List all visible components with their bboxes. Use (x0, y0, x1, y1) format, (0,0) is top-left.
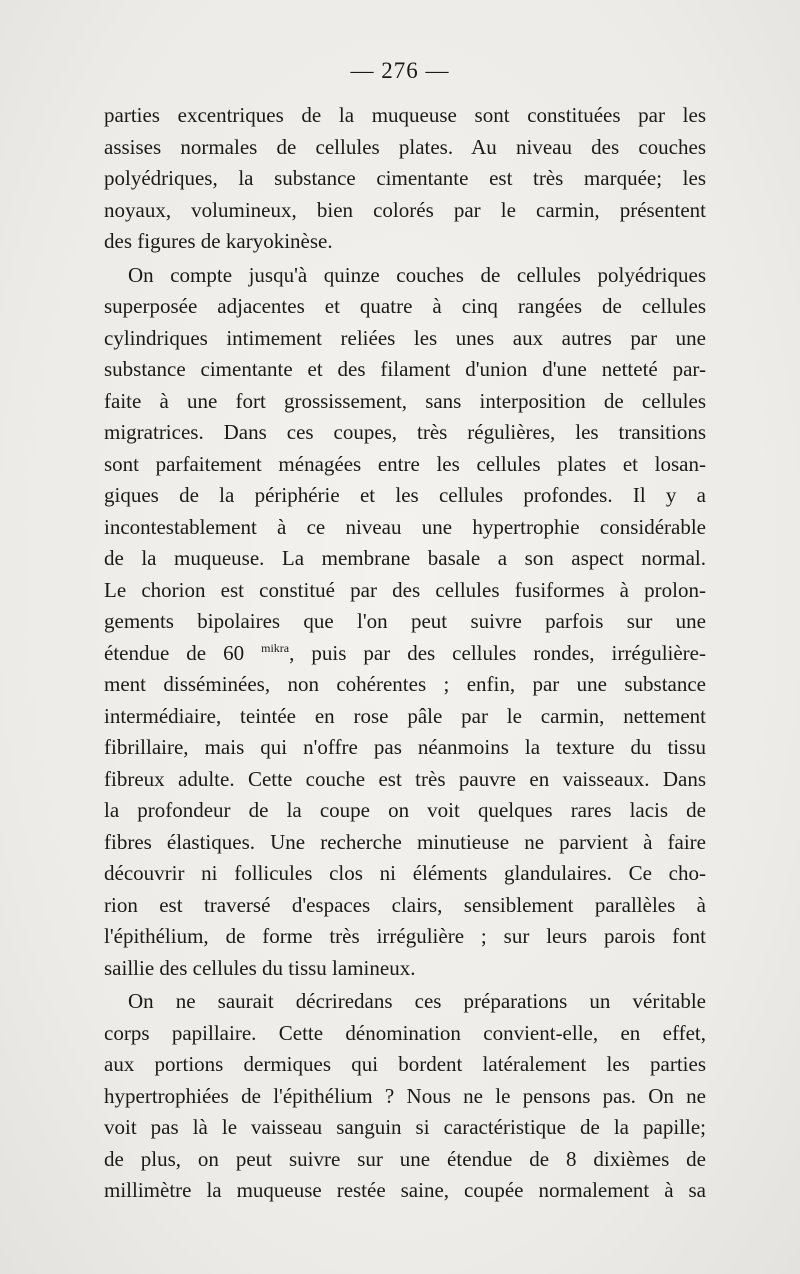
text-line: ment disséminées, non cohérentes ; enfin, par une substance (104, 672, 706, 696)
text-line: hypertrophiées de l'épithélium ? Nous ne le pensons pas. On ne (104, 1083, 706, 1108)
paragraph-2 (104, 260, 706, 985)
line-start: étendue de 60 (104, 640, 262, 665)
body-text (104, 100, 706, 1207)
text-line: de la muqueuse. La membrane basale a son aspect normal. (104, 546, 706, 570)
text-line: corps papillaire. Cette dénomination convient-elle, en effet, (104, 1020, 706, 1045)
text-line: l'épithélium, de forme très irrégulière ; sur leurs parois font (104, 924, 706, 948)
text-line: substance cimentante et des filament d'union d'une netteté par- (104, 357, 706, 381)
text-line: intermédiaire, teintée en rose pâle par le carmin, nettement (104, 703, 706, 728)
text-line: assises normales de cellules plates. Au niveau des couches (104, 134, 706, 159)
text-line: des figures de karyokinèse. (104, 229, 333, 253)
text-line: parties excentriques de la muqueuse sont constituées par les (104, 103, 706, 127)
text-line: giques de la périphérie et les cellules profondes. Il y a (104, 483, 706, 507)
text-line: fibreux adulte. Cette couche est très pauvre en vaisseaux. Dans (104, 766, 706, 791)
text-line: superposée adjacentes et quatre à cinq rangées de cellules (104, 294, 706, 318)
line-end: , puis par des cellules rondes, irrégulière- (289, 640, 706, 665)
text-line: sont parfaitement ménagées entre les cellules plates et losan- (104, 451, 706, 476)
text-line: saillie des cellules du tissu lamineux. (104, 955, 416, 980)
text-line: voit pas là le vaisseau sanguin si caractéristique de la papille; (104, 1115, 706, 1139)
paragraph-3 (104, 986, 706, 1207)
unit-superscript: mikra (261, 640, 290, 655)
text-line: aux portions dermiques qui bordent latéralement les parties (104, 1052, 706, 1076)
text-line: rion est traversé d'espaces clairs, sensiblement parallèles à (104, 892, 706, 917)
text-line: noyaux, volumineux, bien colorés par le carmin, présentent (104, 197, 706, 222)
text-line: millimètre la muqueuse restée saine, coupée normalement à sa (104, 1178, 706, 1202)
text-line: On compte jusqu'à quinze couches de cellules polyédriques (128, 262, 706, 287)
text-line: la profondeur de la coupe on voit quelques rares lacis de (104, 798, 706, 822)
text-line: incontestablement à ce niveau une hypertrophie considérable (104, 514, 706, 539)
text-line: fibres élastiques. Une recherche minutieuse ne parvient à faire (104, 829, 706, 854)
text-line: polyédriques, la substance cimentante est très marquée; les (104, 166, 706, 190)
page-number: — 276 — (350, 58, 450, 83)
paragraph-1 (104, 100, 706, 258)
text-line: faite à une fort grossissement, sans interposition de cellules (104, 388, 706, 413)
text-line: de plus, on peut suivre sur une étendue de 8 dixièmes de (104, 1146, 706, 1171)
text-line-superscript (104, 638, 706, 670)
text-line: Le chorion est constitué par des cellules fusiformes à prolon- (104, 577, 706, 602)
text-line: découvrir ni follicules clos ni éléments glandulaires. Ce cho- (104, 861, 706, 885)
text-line: migratrices. Dans ces coupes, très régulières, les transitions (104, 420, 706, 444)
text-line: gements bipolaires que l'on peut suivre parfois sur une (104, 609, 706, 633)
text-line: fibrillaire, mais qui n'offre pas néanmoins la texture du tissu (104, 735, 706, 759)
text-line: On ne saurait décriredans ces préparations un véritable (128, 989, 706, 1013)
text-line: cylindriques intimement reliées les unes aux autres par une (104, 325, 706, 350)
